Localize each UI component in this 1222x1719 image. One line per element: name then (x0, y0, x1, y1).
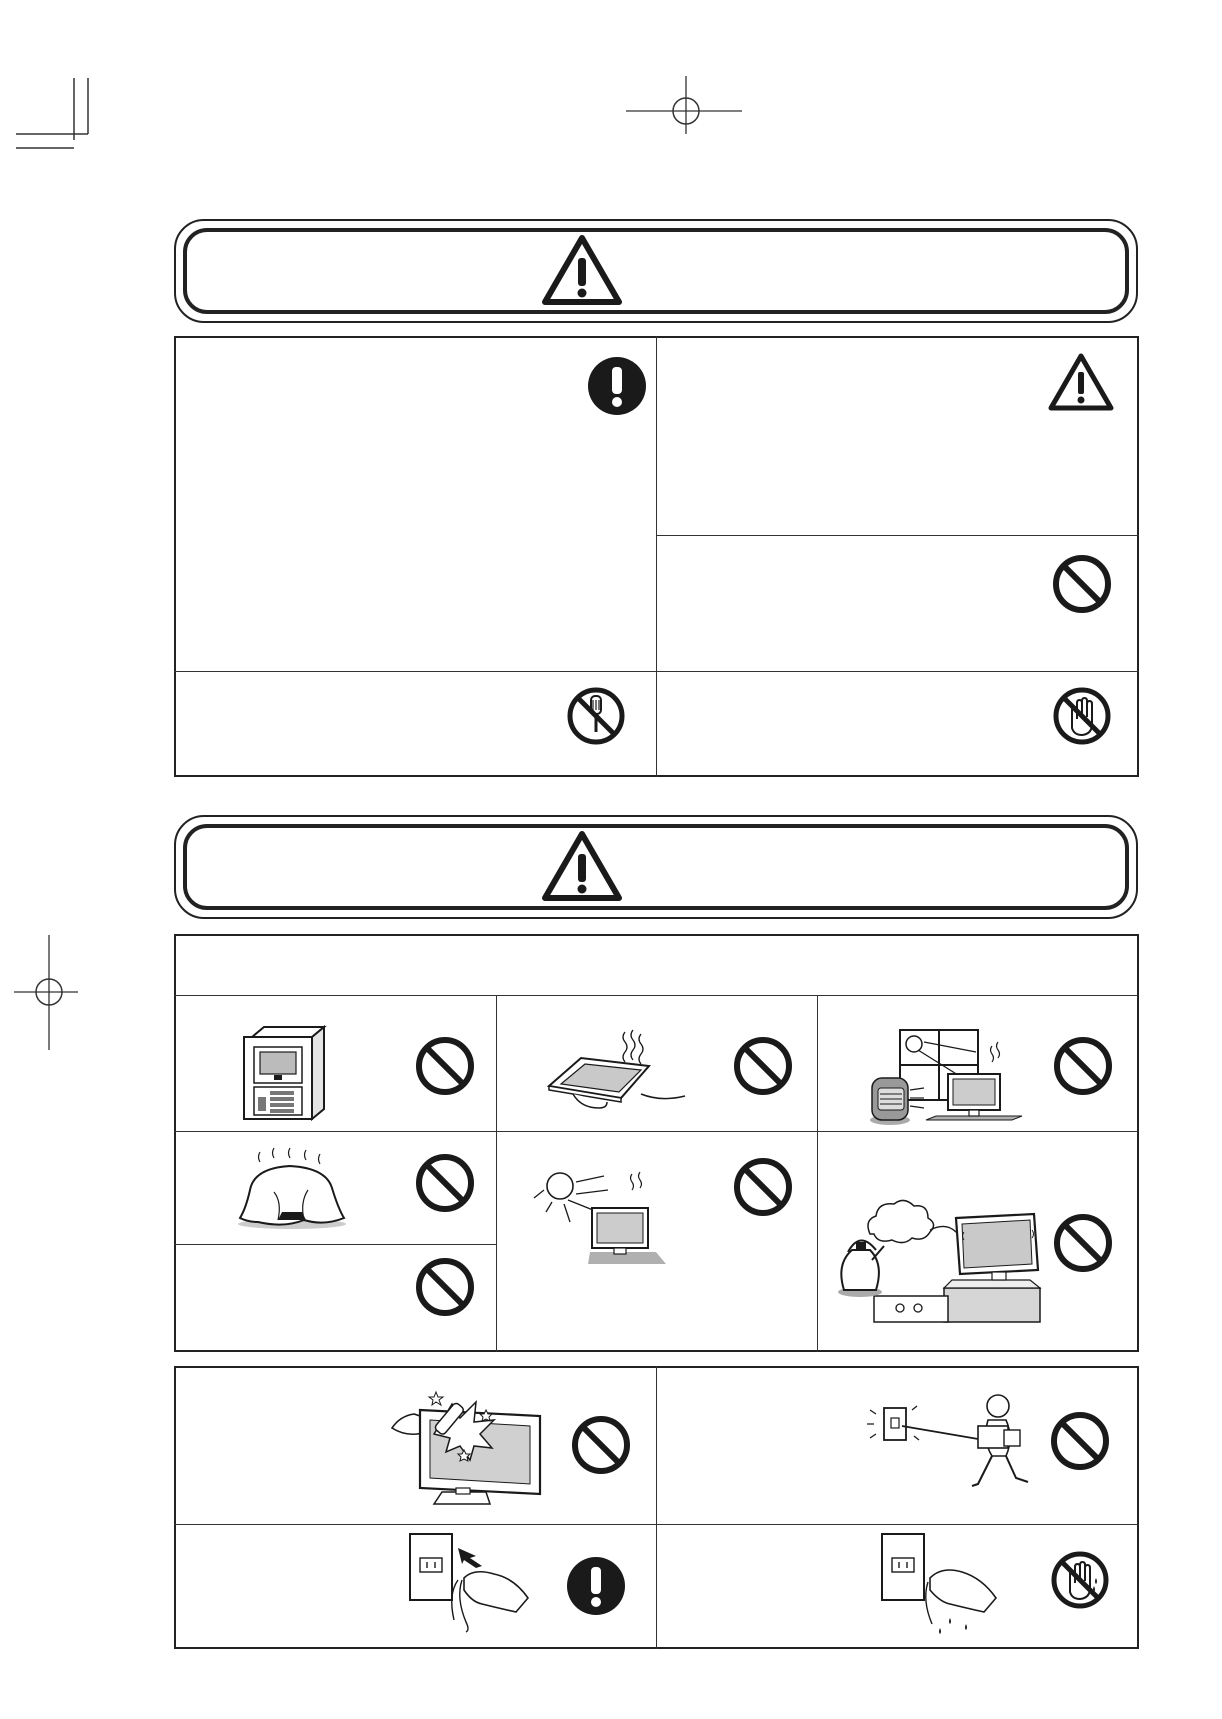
warning-triangle-icon (541, 234, 623, 306)
monitor-on-hot-carpet-illustration (545, 1028, 685, 1118)
covered-monitor-illustration (234, 1146, 344, 1230)
table-divider (817, 995, 818, 1352)
caution-triangle-icon (1047, 352, 1115, 412)
prohibition-icon (1050, 1411, 1110, 1471)
prohibition-icon (571, 1415, 631, 1475)
no-disassembly-icon (566, 686, 626, 746)
prohibition-icon (415, 1257, 475, 1317)
prohibition-icon (733, 1157, 793, 1217)
monitor-in-cabinet-illustration (240, 1025, 326, 1121)
table-divider (174, 1244, 496, 1245)
caution-banner (174, 815, 1138, 919)
prohibition-icon (415, 1036, 475, 1096)
prohibition-icon (733, 1036, 793, 1096)
moving-with-cord-plugged-illustration (866, 1386, 1036, 1506)
prohibition-icon (1053, 1036, 1113, 1096)
warning-triangle-icon (541, 830, 623, 902)
warning-banner (174, 219, 1138, 323)
prohibition-icon (1053, 1213, 1113, 1273)
monitor-near-steam-illustration (834, 1200, 1044, 1322)
registration-mark-left (14, 935, 84, 1055)
no-wet-hands-icon (1050, 1550, 1110, 1610)
monitor-in-sunlight-illustration (530, 1168, 670, 1273)
warning-table-divider (656, 535, 1139, 536)
registration-mark-top (626, 74, 746, 134)
exclamation-circle-icon (586, 355, 648, 417)
table-divider (496, 995, 497, 1352)
screen-impact-illustration (390, 1388, 560, 1506)
wet-hands-plug-illustration (880, 1532, 1010, 1642)
prohibition-icon (1052, 554, 1112, 614)
monitor-near-window-heater-illustration (866, 1028, 1026, 1126)
warning-table-divider (656, 336, 657, 777)
crop-mark-top-left (0, 0, 100, 160)
warning-table-divider (174, 671, 1139, 672)
pull-plug-illustration (408, 1532, 538, 1632)
exclamation-circle-icon (565, 1555, 627, 1617)
table-divider (174, 995, 1139, 996)
prohibition-icon (415, 1153, 475, 1213)
table-divider (174, 1131, 1139, 1132)
no-touch-icon (1052, 686, 1112, 746)
table-divider (656, 1366, 657, 1649)
table-divider (174, 1524, 1139, 1525)
